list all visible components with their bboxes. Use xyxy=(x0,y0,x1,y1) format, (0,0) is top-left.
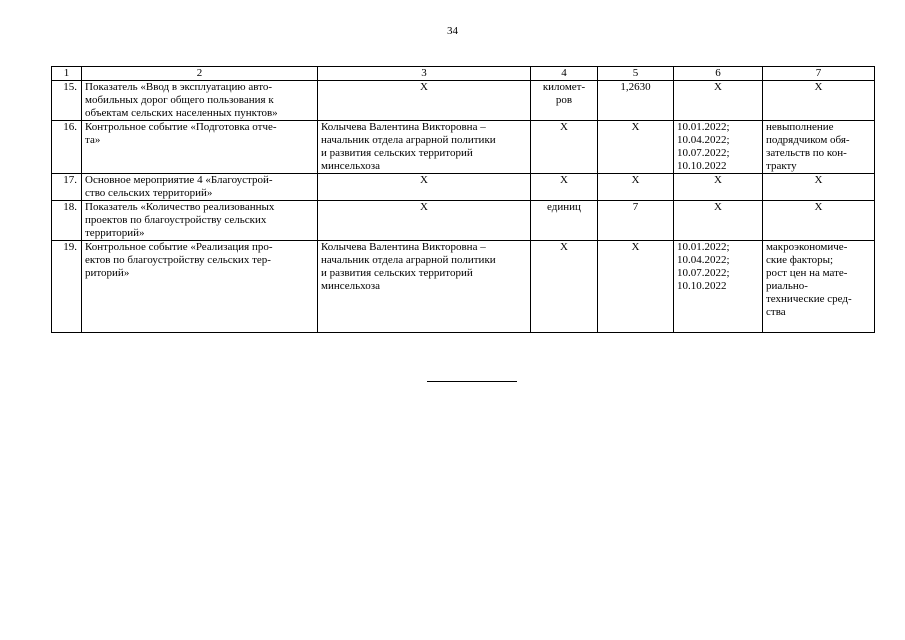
cell-text-line: Колычева Валентина Викторовна – xyxy=(321,241,486,253)
cell-text-line: 10.04.2022; xyxy=(677,254,730,266)
value-cell: X xyxy=(598,121,674,174)
cell-text-line: X xyxy=(560,174,568,186)
cell-text-line: 10.04.2022; xyxy=(677,134,730,146)
unit-cell xyxy=(531,241,598,333)
column-header: 7 xyxy=(763,67,875,81)
cell-text-line: риторий» xyxy=(85,267,130,279)
cell-text-line: Основное мероприятие 4 «Благоустрой- xyxy=(85,174,273,186)
cell-text-line: Показатель «Количество реализованных xyxy=(85,201,275,213)
dates-cell xyxy=(674,241,763,333)
cell-text-line: Контрольное событие «Реализация про- xyxy=(85,241,273,253)
dates-cell xyxy=(674,81,763,121)
responsible-cell xyxy=(318,201,531,241)
end-separator-line xyxy=(427,381,517,382)
value-cell: X xyxy=(598,174,674,201)
activity-name-cell xyxy=(82,174,318,201)
cell-text-line: невыполнение xyxy=(766,121,834,133)
cell-text-line: тракту xyxy=(766,160,797,172)
cell-text-line: начальник отдела аграрной политики xyxy=(321,134,496,146)
unit-cell xyxy=(531,81,598,121)
risks-cell xyxy=(763,241,875,333)
cell-text-line: мобильных дорог общего пользования к xyxy=(85,94,274,106)
table-row xyxy=(52,201,875,241)
unit-cell xyxy=(531,121,598,174)
cell-text-line: Колычева Валентина Викторовна – xyxy=(321,121,486,133)
column-header: 2 xyxy=(82,67,318,81)
dates-cell xyxy=(674,174,763,201)
table-body xyxy=(52,81,875,333)
cell-text-line: минсельхоза xyxy=(321,160,380,172)
row-number-cell: 15. xyxy=(52,81,82,121)
column-header: 4 xyxy=(531,67,598,81)
cell-text-line: X xyxy=(560,121,568,133)
table-row xyxy=(52,174,875,201)
cell-text-line: технические сред- xyxy=(766,293,852,305)
cell-text-line: километ- xyxy=(542,81,586,93)
cell-text-line: ские факторы; xyxy=(766,254,834,266)
table-header-row xyxy=(52,67,875,81)
activity-name-cell xyxy=(82,241,318,333)
cell-text-line: территорий» xyxy=(85,227,145,239)
cell-text-line: и развития сельских территорий xyxy=(321,147,473,159)
column-header: 3 xyxy=(318,67,531,81)
responsible-cell xyxy=(318,174,531,201)
responsible-cell xyxy=(318,81,531,121)
plan-table xyxy=(51,66,875,333)
cell-text-line: макроэкономиче- xyxy=(766,241,848,253)
cell-text-line: Контрольное событие «Подготовка отче- xyxy=(85,121,277,133)
cell-text-line: ектов по благоустройству сельских тер- xyxy=(85,254,271,266)
cell-text-line: единиц xyxy=(547,201,581,213)
risks-cell xyxy=(763,121,875,174)
column-header: 6 xyxy=(674,67,763,81)
responsible-cell xyxy=(318,241,531,333)
cell-text-line: X xyxy=(420,174,428,186)
activity-name-cell xyxy=(82,121,318,174)
cell-text-line: X xyxy=(814,81,823,93)
risks-cell xyxy=(763,201,875,241)
value-cell: X xyxy=(598,241,674,333)
cell-text-line: 10.01.2022; xyxy=(677,121,730,133)
cell-text-line: X xyxy=(714,81,722,93)
cell-text-line: та» xyxy=(85,134,101,146)
cell-text-line: 10.10.2022 xyxy=(677,280,727,292)
cell-text-line: 10.10.2022 xyxy=(677,160,727,172)
risks-cell xyxy=(763,174,875,201)
cell-text-line: 10.01.2022; xyxy=(677,241,730,253)
cell-text-line: Показатель «Ввод в эксплуатацию авто- xyxy=(85,81,273,93)
cell-text-line: X xyxy=(714,174,722,186)
dates-cell xyxy=(674,201,763,241)
cell-text-line: начальник отдела аграрной политики xyxy=(321,254,496,266)
unit-cell xyxy=(531,174,598,201)
row-number-cell: 16. xyxy=(52,121,82,174)
table-row xyxy=(52,121,875,174)
row-number-cell: 17. xyxy=(52,174,82,201)
value-cell: 7 xyxy=(598,201,674,241)
responsible-cell xyxy=(318,121,531,174)
row-number-cell: 18. xyxy=(52,201,82,241)
value-cell: 1,2630 xyxy=(598,81,674,121)
cell-text-line: 10.07.2022; xyxy=(677,147,730,159)
cell-text-line: рост цен на мате- xyxy=(766,267,848,279)
column-header: 5 xyxy=(598,67,674,81)
activity-name-cell xyxy=(82,201,318,241)
page-number: 34 xyxy=(447,25,458,37)
column-header: 1 xyxy=(52,67,82,81)
cell-text-line: 10.07.2022; xyxy=(677,267,730,279)
cell-text-line: X xyxy=(814,174,823,186)
cell-text-line: и развития сельских территорий xyxy=(321,267,473,279)
row-number-cell: 19. xyxy=(52,241,82,333)
cell-text-line: риально- xyxy=(766,280,808,292)
unit-cell xyxy=(531,201,598,241)
cell-text-line: ство сельских территорий» xyxy=(85,187,213,199)
cell-text-line: X xyxy=(420,81,428,93)
cell-text-line: минсельхоза xyxy=(321,280,380,292)
cell-text-line: подрядчиком обя- xyxy=(766,134,850,146)
cell-text-line: зательств по кон- xyxy=(766,147,847,159)
cell-text-line: X xyxy=(420,201,428,213)
cell-text-line: ров xyxy=(555,94,573,106)
dates-cell xyxy=(674,121,763,174)
cell-text-line: ства xyxy=(766,306,786,318)
cell-text-line: X xyxy=(814,201,823,213)
cell-text-line: X xyxy=(560,241,568,253)
cell-text-line: X xyxy=(714,201,722,213)
risks-cell xyxy=(763,81,875,121)
activity-name-cell xyxy=(82,81,318,121)
table-row xyxy=(52,81,875,121)
cell-text-line: объектам сельских населенных пунктов» xyxy=(85,107,278,119)
cell-text-line: проектов по благоустройству сельских xyxy=(85,214,267,226)
table-row xyxy=(52,241,875,333)
